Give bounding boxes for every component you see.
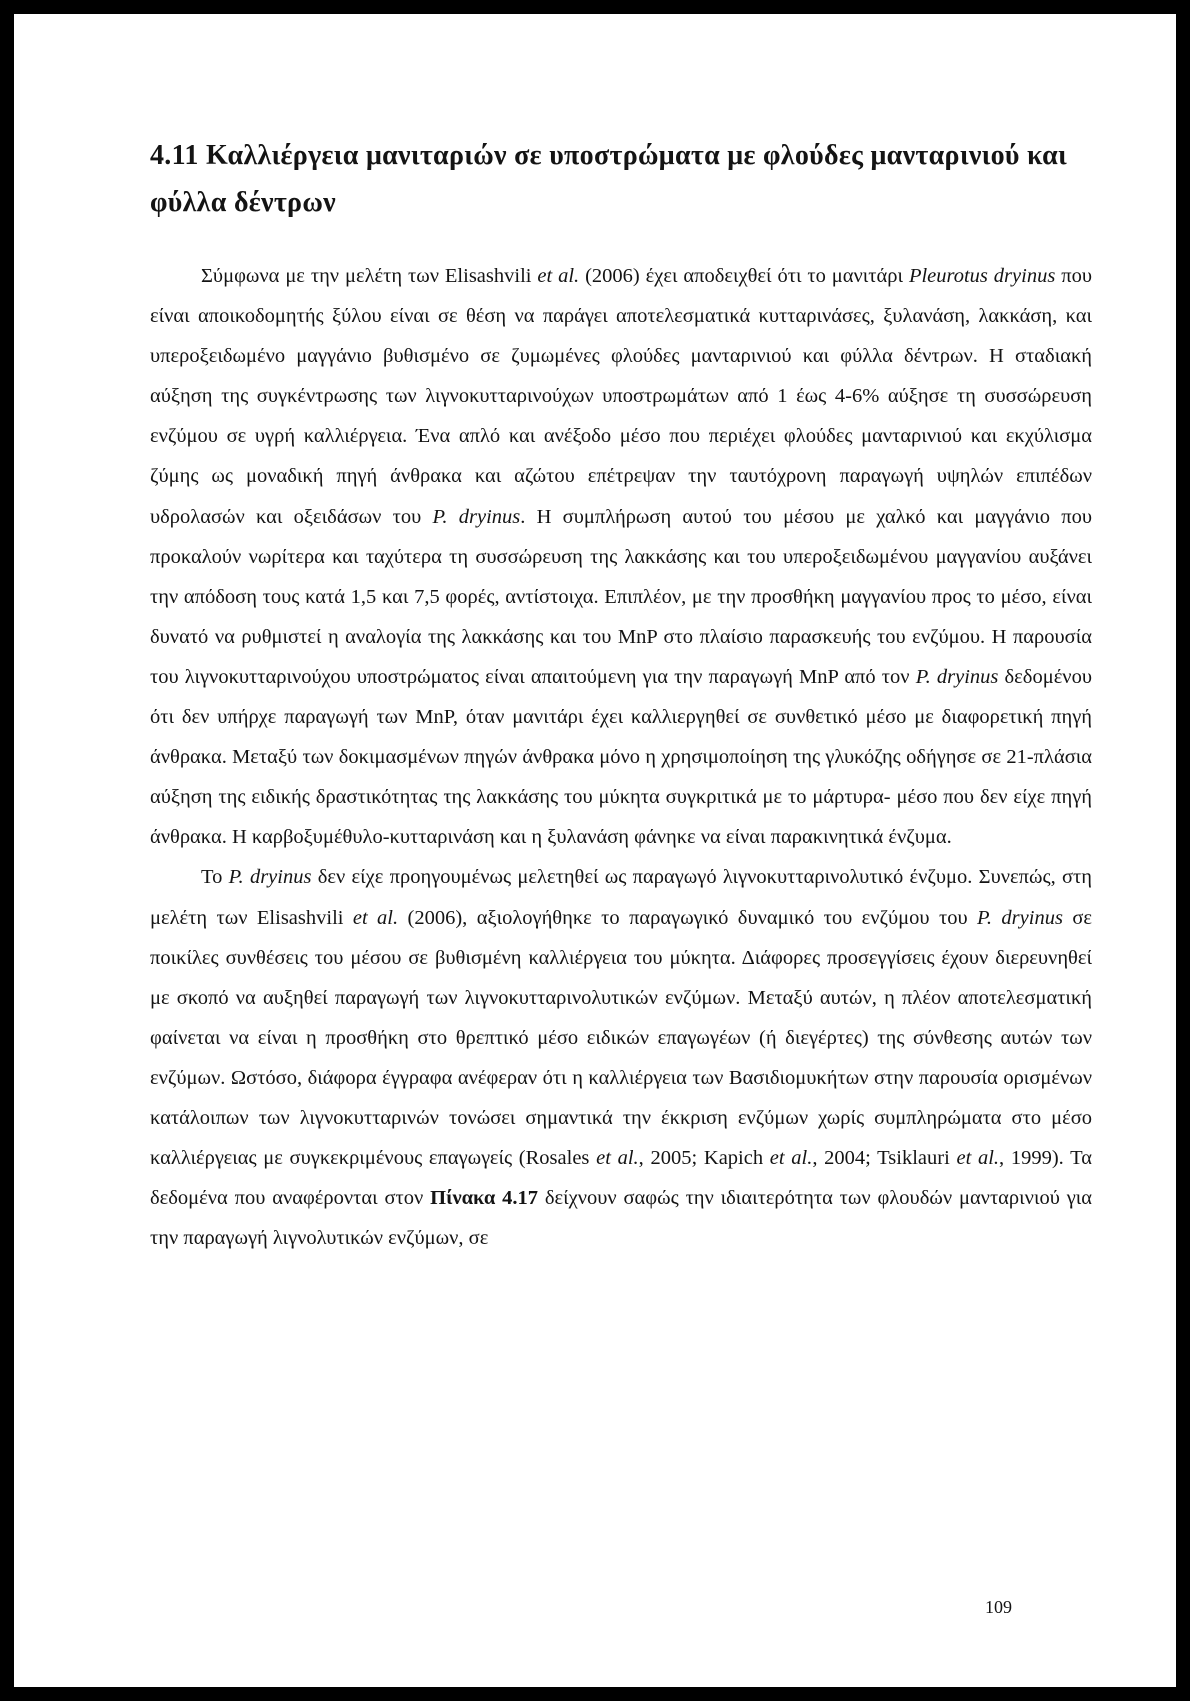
text-run: Σύμφωνα με την μελέτη των Elisashvili — [201, 265, 538, 287]
section-title: Καλλιέργεια μανιταριών σε υποστρώματα με φλούδες μανταρινιού και φύλλα δέντρων — [150, 140, 1067, 218]
italic-run: P. dryinus — [228, 866, 312, 889]
italic-run: et al. — [596, 1147, 639, 1170]
text-run: δεν είχε προηγουμένως μελετηθεί ως παραγωγό λιγνοκυτταρινολυτικό ένζυμο. Συνεπώς, στη μελέτη των Elisashvili — [150, 866, 1092, 929]
text-run: , 2004; Tsiklauri — [812, 1147, 957, 1170]
text-run: , 1999). Τα δεδομένα που αναφέρονται στον — [150, 1147, 1092, 1210]
italic-run: P. dryinus — [432, 505, 521, 528]
body-paragraph-2 — [150, 857, 1092, 1258]
italic-run: et al. — [769, 1147, 813, 1170]
section-heading — [150, 132, 1092, 226]
text-run: , 2005; Kapich — [638, 1147, 770, 1170]
text-run: που είναι αποικοδομητής ξύλου είναι σε θέση να παράγει αποτελεσματικά κυτταρινάσες, ξυλανάση, λακκάση, και υπεροξειδωμένο μαγγάνιο βυθισμένο σε ζυμωμένες φλούδες μανταρινιού και φύλλα δέντρων. Η σταδιακή αύξηση της συγκέντρωσης των λιγνοκυτταρινούχων υποστρωμάτων από 1 έως 4-6% αύξησε τη συσσώρευση ενζύμου σε υγρή καλλιέργεια. Ένα απλό και ανέξοδο μέσο που περιέχει φλούδες μανταρινιού και εκχύλισμα ζύμης ως μοναδική πηγή άνθρακα και αζώτου επέτρεψαν την ταυτόχρονη παραγωγή υψηλών επιπέδων υδρολασών και οξειδάσων του — [150, 265, 1092, 528]
text-run: (2006), αξιολογήθηκε το παραγωγικό δυναμικό του ενζύμου του — [398, 906, 978, 929]
text-run: . Η συμπλήρωση αυτού του μέσου με χαλκό και μαγγάνιο που προκαλούν νωρίτερα και ταχύτερα τη συσσώρευση της λακκάσης και του υπεροξειδωμένου μαγγανίου αυξάνει την απόδοση τους κατά 1,5 και 7,5 φορές, αντίστοιχα. Επιπλέον, με την προσθήκη μαγγανίου προς το μέσο, είναι δυνατό να ρυθμιστεί η αναλογία της λακκάσης και του MnP στο πλαίσιο παρασκευής του ενζύμου. Η παρουσία του λιγνοκυτταρινούχου υποστρώματος είναι απαιτούμενη για την παραγωγή MnP από τον — [150, 505, 1092, 688]
text-run: (2006) έχει αποδειχθεί ότι το μανιτάρι — [579, 265, 909, 287]
bold-run: Πίνακα 4.17 — [430, 1187, 538, 1210]
italic-run: et al. — [956, 1147, 1000, 1170]
text-run: δείχνουν σαφώς την ιδιαιτερότητα των φλουδών μανταρινιού για την παραγωγή λιγνολυτικών ενζύμων, σε — [150, 1187, 1093, 1250]
document-page — [14, 14, 1176, 1687]
italic-run: et al. — [352, 906, 399, 929]
page-number: 109 — [985, 1597, 1012, 1617]
section-number: 4.11 — [150, 140, 199, 171]
text-run: Το — [201, 866, 229, 889]
italic-run: P. dryinus — [915, 665, 999, 688]
text-run: δεδομένου ότι δεν υπήρχε παραγωγή των MnP, όταν μανιτάρι έχει καλλιεργηθεί σε συνθετικό μέσο με διαφορετική πηγή άνθρακα. Μεταξύ των δοκιμασμένων πηγών άνθρακα μόνο η χρησιμοποίηση της γλυκόζης οδήγησε σε 21-πλάσια αύξηση της ειδικής δραστικότητας της λακκάσης του μύκητα συγκριτικά με το μάρτυρα- μέσο που δεν είχε πηγή άνθρακα. Η καρβοξυμέθυλο-κυτταρινάση και η ξυλανάση φάνηκε να είναι παρακινητικά ένζυμα. — [150, 665, 1092, 849]
page-content — [150, 132, 1092, 1258]
body-paragraph-1 — [150, 256, 1092, 857]
text-run: σε ποικίλες συνθέσεις του μέσου σε βυθισμένη καλλιέργεια του μύκητα. Διάφορες προσεγγίσεις έχουν διερευνηθεί με σκοπό να αυξηθεί παραγωγή των λιγνοκυτταρινολυτικών ενζύμων. Μεταξύ αυτών, η πλέον αποτελεσματική φαίνεται να είναι η προσθήκη στο θρεπτικό μέσο ειδικών επαγωγέων (ή διεγέρτες) της σύνθεσης αυτών των ενζύμων. Ωστόσο, διάφορα έγγραφα ανέφεραν ότι η καλλιέργεια των Βασιδιομυκήτων στην παρουσία ορισμένων κατάλοιπων των λιγνοκυτταρινών τονώσει σημαντικά την έκκριση ενζύμων χωρίς συμπληρώματα στο μέσο καλλιέργειας με συγκεκριμένους επαγωγείς (Rosales — [150, 906, 1092, 1170]
italic-run: et al. — [537, 265, 580, 287]
italic-run: Pleurotus dryinus — [908, 265, 1056, 287]
italic-run: P. dryinus — [977, 906, 1063, 929]
